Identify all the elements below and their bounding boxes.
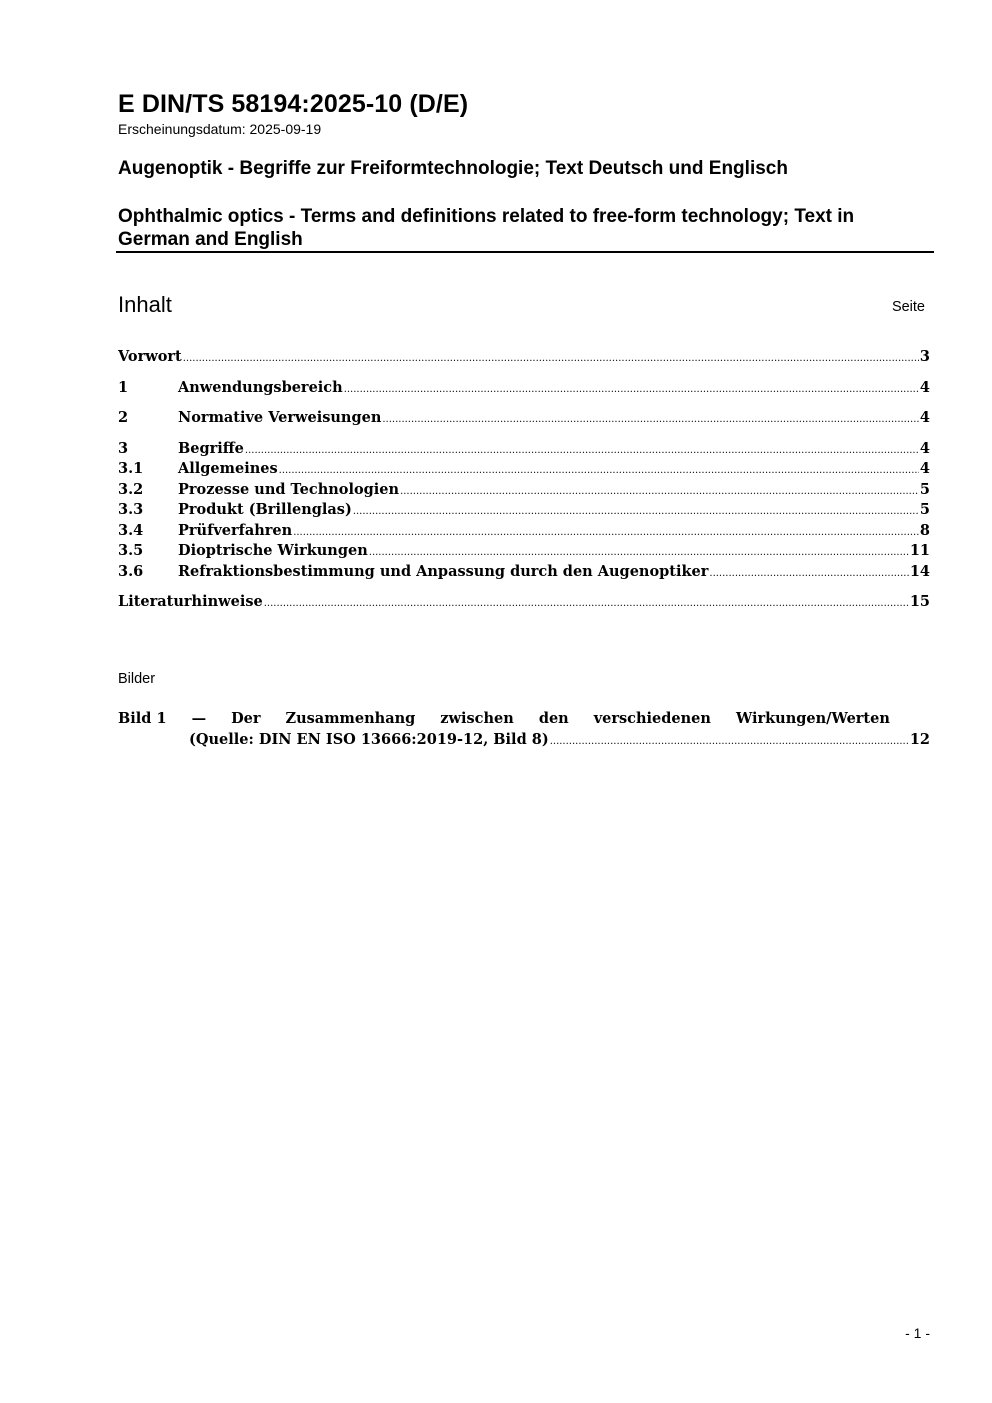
toc-entry[interactable] [118,480,930,501]
title-german: Augenoptik - Begriffe zur Freiformtechnologie; Text Deutsch und Englisch [118,158,788,179]
figure-caption-word: zwischen [440,710,514,727]
dot-leader [245,439,919,460]
toc-entry-page: 4 [919,460,930,477]
dot-leader [550,730,909,751]
dot-leader [183,347,919,368]
toc-entry-number: 3 [118,439,129,457]
toc-entry-number: 2 [118,409,129,426]
toc-entry-page: 11 [909,542,930,559]
toc-entry-page: 15 [909,593,930,610]
publication-date: Erscheinungsdatum: 2025-09-19 [118,121,322,137]
toc-entry-number: 3.6 [118,562,144,580]
toc-entry-page: 5 [919,480,930,498]
toc-entry-number: 3.1 [118,460,144,477]
document-id: E DIN/TS 58194:2025-10 (D/E) [118,90,469,118]
toc-entry[interactable] [118,459,930,480]
header-rule [116,251,934,253]
toc-entry-title: Vorwort [118,348,182,365]
figure-page: 12 [909,730,930,748]
figure-entry-line [118,730,930,751]
page-column-label: Seite [891,299,925,315]
toc-entry-number: 1 [118,378,129,396]
dot-leader [353,500,919,521]
toc-entry[interactable] [118,521,930,542]
figure-label: Bild 1 [118,710,167,727]
toc-entry-title: Refraktionsbestimmung und Anpassung durch den Augenoptiker [178,562,709,580]
figure-entry-line [118,709,890,730]
figure-dash: — [191,710,207,727]
toc-entry-page: 8 [919,521,930,539]
toc-entry-number: 3.4 [118,521,144,539]
figure-caption-word: Zusammenhang [285,710,416,727]
toc-entry-number: 3.5 [118,542,144,559]
toc-entry-title: Dioptrische Wirkungen [178,542,368,559]
toc-entry-page: 14 [909,562,930,580]
toc-entry-title: Prozesse und Technologien [178,480,400,498]
figure-entry[interactable] [118,709,930,750]
dot-leader [264,592,909,613]
dot-leader [400,480,919,501]
toc-entry[interactable] [118,347,930,368]
toc-entry[interactable] [118,408,930,429]
toc-entry-title: Anwendungsbereich [178,378,343,396]
figure-caption-word: den [538,710,569,727]
toc-entry[interactable] [118,500,930,521]
toc-entry[interactable] [118,541,930,562]
dot-leader [293,521,919,542]
toc-entry-title: Begriffe [178,439,244,457]
dot-leader [344,378,919,399]
toc-entry-page: 3 [919,348,930,365]
toc-entry-title: Literaturhinweise [118,593,263,610]
dot-leader [369,541,909,562]
title-english: Ophthalmic optics - Terms and definitions related to free-form technology; Text in German and English [118,206,855,250]
toc-entry-number: 3.3 [118,501,144,518]
dot-leader [709,562,908,583]
figure-caption-word: Wirkungen/Werten [735,710,890,727]
toc-entry-number: 3.2 [118,480,144,498]
toc-entry[interactable] [118,378,930,399]
toc-entry-title: Normative Verweisungen [178,409,382,426]
toc-entry-page: 5 [919,501,930,518]
toc-entry-title: Allgemeines [178,460,278,477]
toc-entry[interactable] [118,562,930,583]
toc-entry-title: Produkt (Brillenglas) [178,501,352,518]
toc-entry[interactable] [118,439,930,460]
table-of-contents [118,347,930,613]
toc-entry-page: 4 [919,378,930,396]
toc-entry-title: Prüfverfahren [178,521,293,539]
toc-entry[interactable] [118,592,930,613]
toc-entry-page: 4 [919,409,930,426]
page-number: - 1 - [905,1325,930,1341]
figures-heading: Bilder [118,671,156,687]
dot-leader [279,459,919,480]
dot-leader [382,408,919,429]
figure-caption-word: Der [231,710,261,727]
figure-caption-source: (Quelle: DIN EN ISO 13666:2019-12, Bild 8) [189,730,549,748]
toc-heading: Inhalt [118,292,172,317]
toc-entry-page: 4 [919,439,930,457]
figure-caption-word: verschiedenen [593,710,711,727]
